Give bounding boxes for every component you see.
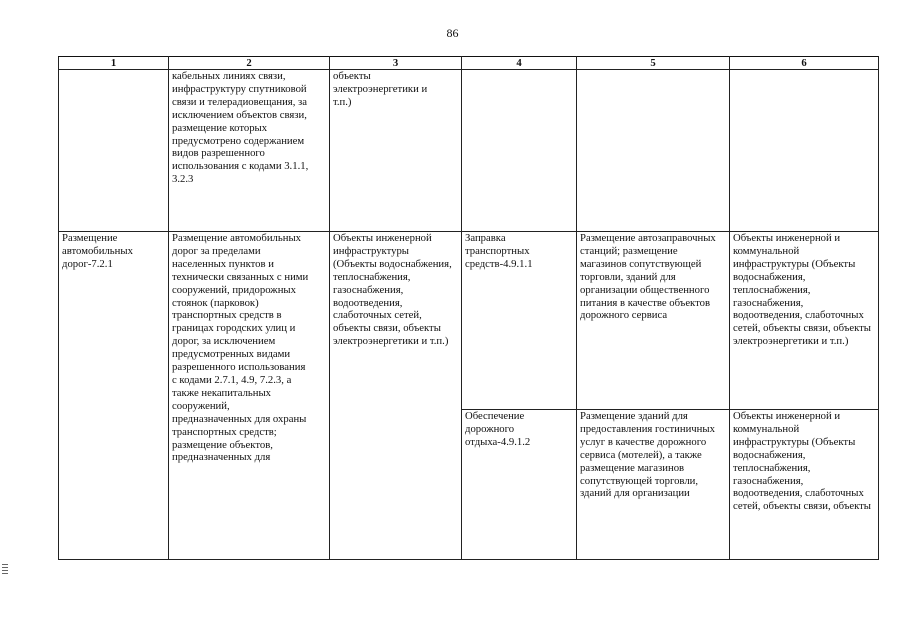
sub2-cell-6-text: Объекты инженерной и коммунальной инфраструктуры (Объекты водоснабжения, теплоснабжения, газоснабжения, водоотведения, слаботочных сетей, объекты связи, объекты xyxy=(733,410,871,513)
header-cell-1: 1 xyxy=(59,57,169,70)
header-cell-4: 4 xyxy=(462,57,577,70)
main-cell-1 xyxy=(59,232,169,560)
sub1-cell-5 xyxy=(577,232,730,410)
sub1-cell-6 xyxy=(730,232,879,410)
cont-cell-1 xyxy=(59,70,169,232)
cont-cell-4 xyxy=(462,70,577,232)
table-row-continuation xyxy=(59,70,879,232)
header-cell-6: 6 xyxy=(730,57,879,70)
cont-cell-2-text: кабельных линиях связи, инфраструктуру спутниковой связи и телерадиовещания, за исключением объектов связи, размещение которых предусмотрено содержанием видов разрешенного использования с кодами 3.1.1, 3.2.3 xyxy=(172,70,309,186)
scan-edge-marks xyxy=(2,564,8,576)
main-cell-1-text: Размещение автомобильных дорог-7.2.1 xyxy=(62,232,133,270)
sub2-cell-4 xyxy=(462,410,577,560)
sub2-cell-6 xyxy=(730,410,879,560)
sub1-cell-5-text: Размещение автозаправочных станций; размещение магазинов сопутствующей торговли, зданий для организации общественного питания в качестве объектов дорожного сервиса xyxy=(580,232,716,322)
scan-edge-mark xyxy=(2,564,8,565)
cont-cell-2 xyxy=(169,70,330,232)
zoning-table xyxy=(58,56,879,560)
table-row-main-1 xyxy=(59,232,879,410)
main-cell-2-text: Размещение автомобильных дорог за пределами населенных пунктов и технически связанных с ними сооружений, придорожных стоянок (парковок) транспортных средств в границах городских улиц и дорог, за исключением предусмотренных видами разрешенного использования с кодами 2.7.1, 4.9, 7.2.3, а также некапитальных сооружений, предназначенных для охраны транспортных средств; размещение объектов, предназначенных для xyxy=(172,232,309,464)
main-cell-3-text: Объекты инженерной инфраструктуры (Объекты водоснабжения, теплоснабжения, газоснабжения, водоотведения, слаботочных сетей, объекты связи, объекты электроэнергетики и т.п.) xyxy=(333,232,452,348)
sub2-cell-5 xyxy=(577,410,730,560)
page-number: 86 xyxy=(446,26,459,40)
header-cell-5: 5 xyxy=(577,57,730,70)
sub1-cell-4-text: Заправка транспортных средств-4.9.1.1 xyxy=(465,232,533,270)
scan-edge-mark xyxy=(2,573,8,574)
sub1-cell-4 xyxy=(462,232,577,410)
cont-cell-6 xyxy=(730,70,879,232)
header-row xyxy=(59,57,879,70)
sub2-cell-5-text: Размещение зданий для предоставления гостиничных услуг в качестве дорожного сервиса (мотелей), а также размещение магазинов сопутствующей торговли, зданий для организации xyxy=(580,410,715,500)
scan-edge-mark xyxy=(2,570,8,571)
cont-cell-3-text: объекты электроэнергетики и т.п.) xyxy=(333,70,428,108)
cont-cell-3 xyxy=(330,70,462,232)
main-cell-3 xyxy=(330,232,462,560)
sub2-cell-4-text: Обеспечение дорожного отдыха-4.9.1.2 xyxy=(465,410,531,448)
scan-edge-mark xyxy=(2,567,8,568)
header-cell-2: 2 xyxy=(169,57,330,70)
cont-cell-5 xyxy=(577,70,730,232)
main-cell-2 xyxy=(169,232,330,560)
header-cell-3: 3 xyxy=(330,57,462,70)
zoning-table-container xyxy=(58,56,878,560)
sub1-cell-6-text: Объекты инженерной и коммунальной инфраструктуры (Объекты водоснабжения, теплоснабжения, газоснабжения, водоотведения, слаботочных сетей, объекты связи, объекты электроэнергетики и т.п.) xyxy=(733,232,871,348)
